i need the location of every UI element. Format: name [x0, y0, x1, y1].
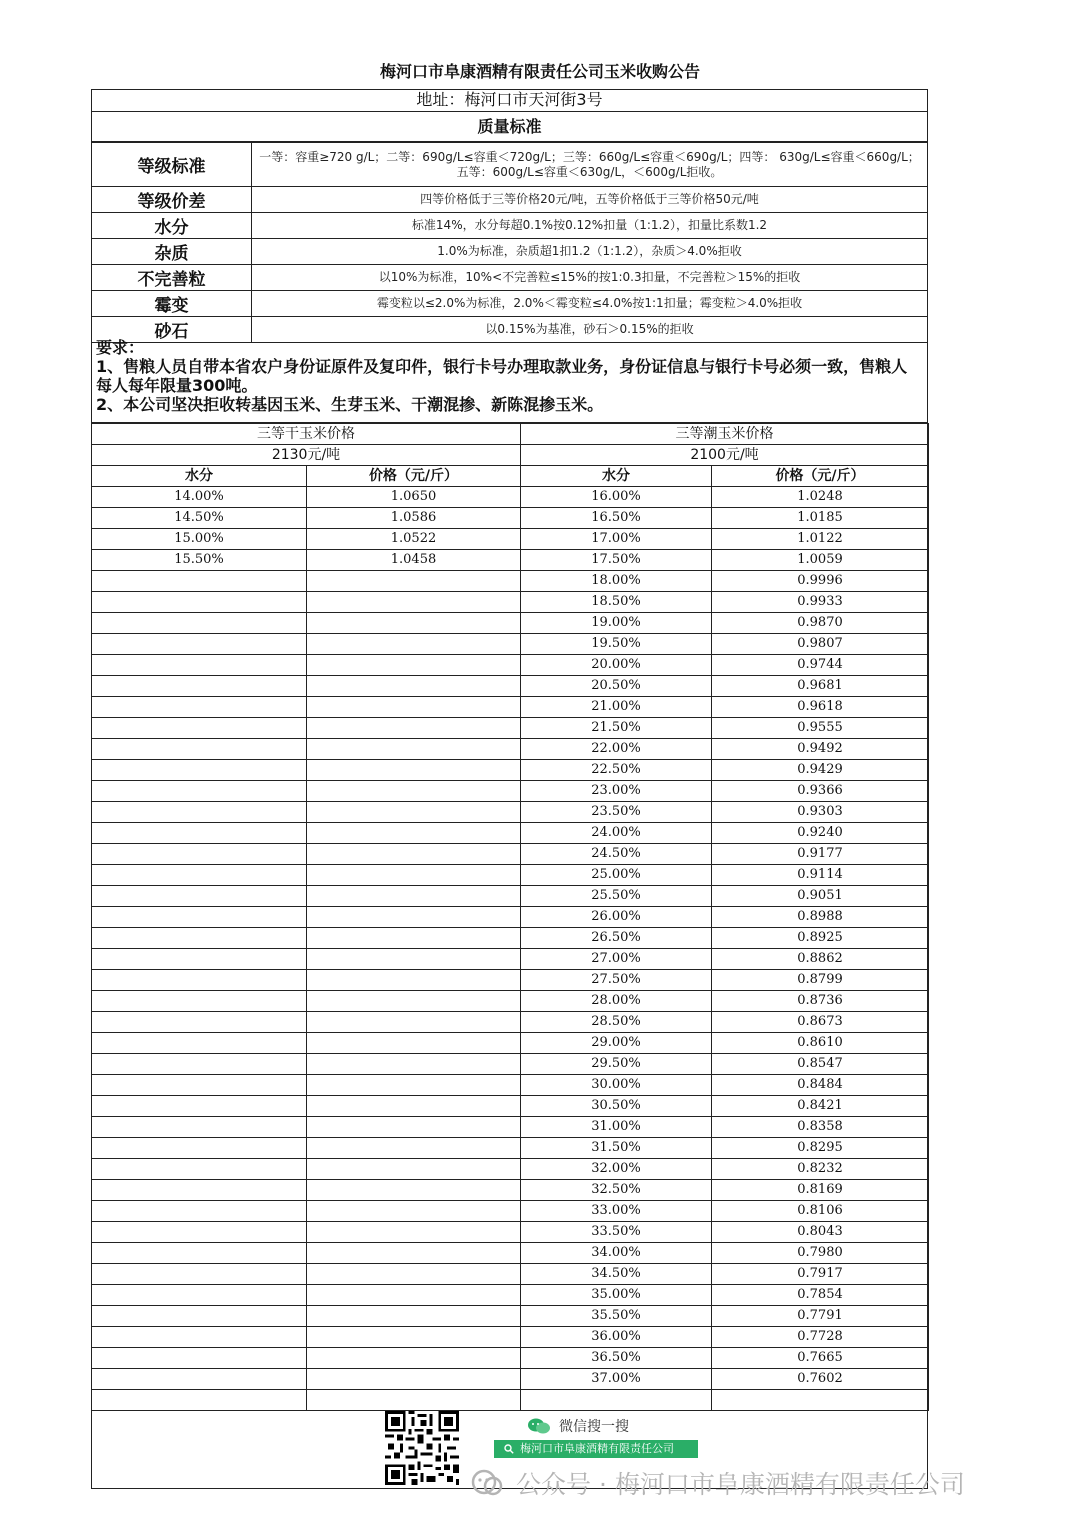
wet-price-cell: 0.9366	[712, 781, 929, 802]
wet-price-cell: 0.9240	[712, 823, 929, 844]
wet-moisture-cell: 27.50%	[521, 970, 712, 991]
price-title-row	[92, 424, 929, 445]
quality-value: 四等价格低于三等价格20元/吨，五等价格低于三等价格50元/吨	[252, 187, 928, 213]
dry-price-cell	[307, 1222, 521, 1243]
dry-price-cell	[307, 1243, 521, 1264]
dry-price-cell	[307, 844, 521, 865]
dry-moisture-cell	[92, 844, 307, 865]
wet-price-cell: 1.0185	[712, 508, 929, 529]
qr-code-icon	[385, 1411, 459, 1485]
quality-value: 标准14%，水分每超0.1%按0.12%扣量（1:1.2），扣量比系数1.2	[252, 213, 928, 239]
price-table-row	[92, 907, 929, 928]
price-table-row	[92, 844, 929, 865]
dry-price-cell	[307, 571, 521, 592]
wet-moisture-cell: 33.00%	[521, 1201, 712, 1222]
wechat-search-query: 梅河口市阜康酒精有限责任公司	[520, 1442, 674, 1455]
dry-price-cell: 1.0522	[307, 529, 521, 550]
quality-row	[92, 143, 928, 187]
requirements-heading: 要求：	[96, 338, 145, 357]
dry-price-cell	[307, 802, 521, 823]
dry-price-cell	[307, 1348, 521, 1369]
dry-price-cell	[307, 928, 521, 949]
notice-title: 梅河口市阜康酒精有限责任公司玉米收购公告	[379, 62, 700, 81]
dry-price-cell	[307, 991, 521, 1012]
dry-moisture-cell	[92, 718, 307, 739]
wet-corn-title: 三等潮玉米价格	[521, 424, 929, 445]
price-table-row	[92, 487, 929, 508]
price-table-row	[92, 571, 929, 592]
wet-price-cell: 0.8106	[712, 1201, 929, 1222]
wet-moisture-cell: 32.00%	[521, 1159, 712, 1180]
wet-price-cell	[712, 1390, 929, 1411]
dry-moisture-cell	[92, 1327, 307, 1348]
dry-moisture-cell	[92, 1054, 307, 1075]
wet-price-cell: 0.8232	[712, 1159, 929, 1180]
dry-moisture-cell	[92, 613, 307, 634]
wet-moisture-cell: 32.50%	[521, 1180, 712, 1201]
wet-moisture-cell: 25.00%	[521, 865, 712, 886]
wet-moisture-cell: 31.00%	[521, 1117, 712, 1138]
wet-moisture-cell: 28.00%	[521, 991, 712, 1012]
official-account-footer	[470, 1464, 965, 1502]
wet-price-cell: 0.8169	[712, 1180, 929, 1201]
dry-moisture-cell	[92, 1117, 307, 1138]
wet-moisture-cell: 36.50%	[521, 1348, 712, 1369]
quality-value: 一等：容重≥720 g/L；二等：690g/L≤容重＜720g/L；三等：660g/L≤容重＜690g/L；四等： 630g/L≤容重＜660g/L；五等：600g/L≤容重＜630g/L，＜600g/L拒收。	[252, 143, 928, 187]
wet-price-cell: 0.8295	[712, 1138, 929, 1159]
dry-price-cell	[307, 1117, 521, 1138]
price-table-row	[92, 760, 929, 781]
wet-moisture-cell: 16.00%	[521, 487, 712, 508]
dry-price-cell	[307, 865, 521, 886]
quality-value: 霉变粒以≤2.0%为标准，2.0%＜霉变粒≤4.0%按1:1扣量；霉变粒＞4.0%拒收	[252, 291, 928, 317]
search-icon	[504, 1444, 514, 1454]
dry-moisture-cell	[92, 823, 307, 844]
wechat-search-label	[527, 1415, 629, 1437]
wet-price-cell: 0.7728	[712, 1327, 929, 1348]
dry-price-cell	[307, 1390, 521, 1411]
dry-price-cell: 1.0650	[307, 487, 521, 508]
dry-moisture-cell	[92, 1369, 307, 1390]
price-table-row	[92, 802, 929, 823]
price-table-row	[92, 823, 929, 844]
wet-price-cell: 0.7602	[712, 1369, 929, 1390]
dry-moisture-cell	[92, 1390, 307, 1411]
price-table-row	[92, 865, 929, 886]
dry-corn-base-price: 2130元/吨	[92, 445, 521, 466]
price-table-row	[92, 1075, 929, 1096]
wet-price-cell: 0.9051	[712, 886, 929, 907]
dry-price-cell	[307, 781, 521, 802]
dry-price-cell	[307, 1138, 521, 1159]
dry-moisture-cell	[92, 1075, 307, 1096]
wet-price-cell: 0.8358	[712, 1117, 929, 1138]
dry-price-cell	[307, 739, 521, 760]
dry-moisture-cell	[92, 802, 307, 823]
requirement-item-2: 2、本公司坚决拒收转基因玉米、生芽玉米、干潮混掺、新陈混掺玉米。	[96, 395, 604, 414]
quality-standard-heading: 质量标准	[91, 112, 928, 142]
wet-price-cell: 0.7791	[712, 1306, 929, 1327]
dry-moisture-cell	[92, 1096, 307, 1117]
wet-price-cell: 0.9555	[712, 718, 929, 739]
price-table-row	[92, 508, 929, 529]
price-base-row	[92, 445, 929, 466]
dry-moisture-cell	[92, 781, 307, 802]
wet-moisture-cell: 25.50%	[521, 886, 712, 907]
dry-price-cell	[307, 1201, 521, 1222]
dry-moisture-header: 水分	[92, 466, 307, 487]
quality-value: 以10%为标准，10%<不完善粒≤15%的按1:0.3扣量，不完善粒＞15%的拒收	[252, 265, 928, 291]
dry-moisture-cell	[92, 1033, 307, 1054]
price-table-row	[92, 1159, 929, 1180]
dry-price-cell	[307, 1285, 521, 1306]
dry-moisture-cell	[92, 1180, 307, 1201]
dry-price-cell	[307, 1180, 521, 1201]
dry-moisture-cell	[92, 1348, 307, 1369]
price-table-row	[92, 592, 929, 613]
price-table-row	[92, 718, 929, 739]
wet-price-cell: 0.7980	[712, 1243, 929, 1264]
price-table-row	[92, 613, 929, 634]
dry-price-cell	[307, 655, 521, 676]
requirements-block	[91, 335, 928, 423]
wet-moisture-cell: 21.00%	[521, 697, 712, 718]
dry-moisture-cell	[92, 634, 307, 655]
wet-moisture-cell: 36.00%	[521, 1327, 712, 1348]
dry-moisture-cell	[92, 970, 307, 991]
price-table	[91, 423, 929, 1411]
dry-corn-title: 三等干玉米价格	[92, 424, 521, 445]
wet-moisture-cell: 24.00%	[521, 823, 712, 844]
price-table-row	[92, 781, 929, 802]
price-table-row	[92, 1348, 929, 1369]
wet-price-cell: 0.8925	[712, 928, 929, 949]
dry-price-cell	[307, 1159, 521, 1180]
wet-price-cell: 0.9429	[712, 760, 929, 781]
dry-moisture-cell	[92, 1285, 307, 1306]
wet-price-cell: 0.9933	[712, 592, 929, 613]
price-table-row	[92, 550, 929, 571]
wet-price-cell: 0.8736	[712, 991, 929, 1012]
wet-price-cell: 0.8421	[712, 1096, 929, 1117]
dry-price-cell	[307, 970, 521, 991]
dry-moisture-cell	[92, 907, 307, 928]
price-table-row	[92, 991, 929, 1012]
wet-price-cell: 0.9114	[712, 865, 929, 886]
wet-moisture-cell: 17.50%	[521, 550, 712, 571]
dry-price-cell	[307, 676, 521, 697]
quality-label: 等级标准	[92, 143, 252, 187]
wet-moisture-cell: 21.50%	[521, 718, 712, 739]
dry-price-cell	[307, 1264, 521, 1285]
price-table-row	[92, 655, 929, 676]
wet-moisture-cell: 34.00%	[521, 1243, 712, 1264]
dry-moisture-cell	[92, 1243, 307, 1264]
wet-moisture-cell: 24.50%	[521, 844, 712, 865]
price-table-row	[92, 1012, 929, 1033]
dry-price-cell	[307, 613, 521, 634]
wet-price-cell: 0.8610	[712, 1033, 929, 1054]
dry-price-cell	[307, 907, 521, 928]
dry-price-cell	[307, 1096, 521, 1117]
wechat-search-text: 微信搜一搜	[559, 1419, 629, 1435]
wet-price-cell: 0.8043	[712, 1222, 929, 1243]
price-table-row	[92, 529, 929, 550]
price-table-row	[92, 1201, 929, 1222]
wet-price-cell: 0.8484	[712, 1075, 929, 1096]
price-table-row	[92, 1285, 929, 1306]
wet-moisture-cell: 17.00%	[521, 529, 712, 550]
wet-price-header: 价格（元/斤）	[712, 466, 929, 487]
dry-moisture-cell	[92, 1012, 307, 1033]
dry-moisture-cell: 15.00%	[92, 529, 307, 550]
price-table-row	[92, 739, 929, 760]
wet-corn-base-price: 2100元/吨	[521, 445, 929, 466]
wet-moisture-cell: 29.00%	[521, 1033, 712, 1054]
wet-price-cell: 0.9807	[712, 634, 929, 655]
wet-price-cell: 1.0059	[712, 550, 929, 571]
price-table-row	[92, 1054, 929, 1075]
price-header-row	[92, 466, 929, 487]
wet-price-cell: 0.8547	[712, 1054, 929, 1075]
price-table-row	[92, 886, 929, 907]
wet-price-cell: 0.7917	[712, 1264, 929, 1285]
dry-price-header: 价格（元/斤）	[307, 466, 521, 487]
address-line: 地址：梅河口市天河街3号	[91, 89, 928, 112]
quality-row	[92, 239, 928, 265]
quality-row	[92, 265, 928, 291]
quality-value: 以0.15%为基准，砂石＞0.15%的拒收	[252, 317, 928, 343]
dry-moisture-cell	[92, 1159, 307, 1180]
wet-moisture-header: 水分	[521, 466, 712, 487]
quality-label: 杂质	[92, 239, 252, 265]
wechat-icon	[527, 1417, 551, 1435]
wet-moisture-cell: 31.50%	[521, 1138, 712, 1159]
wet-price-cell: 0.9681	[712, 676, 929, 697]
price-table-row	[92, 1180, 929, 1201]
price-table-row	[92, 1327, 929, 1348]
dry-price-cell	[307, 634, 521, 655]
price-table-row	[92, 1222, 929, 1243]
wet-moisture-cell: 23.00%	[521, 781, 712, 802]
wet-moisture-cell: 29.50%	[521, 1054, 712, 1075]
wet-moisture-cell	[521, 1390, 712, 1411]
dry-price-cell	[307, 823, 521, 844]
price-table-row	[92, 928, 929, 949]
wet-moisture-cell: 26.00%	[521, 907, 712, 928]
wet-moisture-cell: 37.00%	[521, 1369, 712, 1390]
price-table-row	[92, 1264, 929, 1285]
dry-price-cell	[307, 1075, 521, 1096]
quality-label: 等级价差	[92, 187, 252, 213]
wet-price-cell: 0.9870	[712, 613, 929, 634]
wet-price-cell: 0.8673	[712, 1012, 929, 1033]
wet-moisture-cell: 23.50%	[521, 802, 712, 823]
dry-moisture-cell	[92, 1138, 307, 1159]
dry-moisture-cell: 14.50%	[92, 508, 307, 529]
wet-moisture-cell: 34.50%	[521, 1264, 712, 1285]
dry-price-cell	[307, 1033, 521, 1054]
price-table-row	[92, 1033, 929, 1054]
price-table-row	[92, 676, 929, 697]
dry-price-cell	[307, 1306, 521, 1327]
dry-moisture-cell	[92, 760, 307, 781]
dry-moisture-cell	[92, 1264, 307, 1285]
wet-moisture-cell: 27.00%	[521, 949, 712, 970]
wet-moisture-cell: 26.50%	[521, 928, 712, 949]
price-table-row	[92, 1243, 929, 1264]
price-table-row	[92, 1390, 929, 1411]
dry-moisture-cell	[92, 928, 307, 949]
dry-price-cell: 1.0586	[307, 508, 521, 529]
wet-price-cell: 0.9303	[712, 802, 929, 823]
dry-moisture-cell	[92, 655, 307, 676]
wet-price-cell: 0.9492	[712, 739, 929, 760]
dry-moisture-cell: 15.50%	[92, 550, 307, 571]
wet-price-cell: 1.0122	[712, 529, 929, 550]
price-table-row	[92, 1117, 929, 1138]
dry-price-cell	[307, 1327, 521, 1348]
dry-price-cell	[307, 886, 521, 907]
dry-moisture-cell	[92, 865, 307, 886]
wet-moisture-cell: 22.50%	[521, 760, 712, 781]
requirement-item-1: 1、售粮人员自带本省农户身份证原件及复印件，银行卡号办理取款业务，身份证信息与银行卡号必须一致，售粮人每人每年限量300吨。	[96, 357, 908, 395]
wet-moisture-cell: 30.00%	[521, 1075, 712, 1096]
dry-moisture-cell	[92, 676, 307, 697]
wechat-official-account-icon	[470, 1468, 506, 1498]
wet-moisture-cell: 20.00%	[521, 655, 712, 676]
dry-moisture-cell	[92, 697, 307, 718]
price-table-row	[92, 949, 929, 970]
dry-moisture-cell	[92, 1222, 307, 1243]
wet-moisture-cell: 20.50%	[521, 676, 712, 697]
wet-moisture-cell: 35.00%	[521, 1285, 712, 1306]
wet-price-cell: 1.0248	[712, 487, 929, 508]
price-table-row	[92, 1306, 929, 1327]
wet-moisture-cell: 30.50%	[521, 1096, 712, 1117]
quality-label: 水分	[92, 213, 252, 239]
dry-moisture-cell	[92, 592, 307, 613]
price-table-row	[92, 1096, 929, 1117]
price-table-row	[92, 1369, 929, 1390]
price-table-row	[92, 634, 929, 655]
dry-moisture-cell	[92, 886, 307, 907]
quality-value: 1.0%为标准，杂质超1扣1.2（1:1.2），杂质＞4.0%拒收	[252, 239, 928, 265]
quality-label: 砂石	[92, 317, 252, 343]
dry-price-cell	[307, 760, 521, 781]
quality-row	[92, 187, 928, 213]
quality-row	[92, 213, 928, 239]
price-table-row	[92, 1138, 929, 1159]
wet-price-cell: 0.9744	[712, 655, 929, 676]
dry-moisture-cell	[92, 991, 307, 1012]
wet-moisture-cell: 19.00%	[521, 613, 712, 634]
dry-moisture-cell: 14.00%	[92, 487, 307, 508]
price-table-row	[92, 970, 929, 991]
dry-price-cell	[307, 1369, 521, 1390]
wet-price-cell: 0.8988	[712, 907, 929, 928]
wet-moisture-cell: 28.50%	[521, 1012, 712, 1033]
dry-moisture-cell	[92, 949, 307, 970]
wet-price-cell: 0.7665	[712, 1348, 929, 1369]
dry-price-cell	[307, 1054, 521, 1075]
wet-price-cell: 0.8862	[712, 949, 929, 970]
wet-price-cell: 0.8799	[712, 970, 929, 991]
dry-price-cell	[307, 697, 521, 718]
wet-price-cell: 0.7854	[712, 1285, 929, 1306]
wet-moisture-cell: 18.00%	[521, 571, 712, 592]
quality-row	[92, 291, 928, 317]
wet-moisture-cell: 22.00%	[521, 739, 712, 760]
quality-label: 霉变	[92, 291, 252, 317]
dry-price-cell: 1.0458	[307, 550, 521, 571]
dry-moisture-cell	[92, 1306, 307, 1327]
wet-moisture-cell: 16.50%	[521, 508, 712, 529]
dry-price-cell	[307, 1012, 521, 1033]
wet-moisture-cell: 35.50%	[521, 1306, 712, 1327]
wet-moisture-cell: 18.50%	[521, 592, 712, 613]
price-table-row	[92, 697, 929, 718]
dry-moisture-cell	[92, 739, 307, 760]
dry-price-cell	[307, 592, 521, 613]
quality-label: 不完善粒	[92, 265, 252, 291]
wet-price-cell: 0.9618	[712, 697, 929, 718]
quality-standard-table	[91, 142, 928, 343]
dry-price-cell	[307, 718, 521, 739]
dry-moisture-cell	[92, 571, 307, 592]
wechat-search-bar[interactable]	[494, 1440, 698, 1458]
wet-moisture-cell: 19.50%	[521, 634, 712, 655]
wet-price-cell: 0.9996	[712, 571, 929, 592]
wet-moisture-cell: 33.50%	[521, 1222, 712, 1243]
dry-price-cell	[307, 949, 521, 970]
footer-text: 公众号 · 梅河口市阜康酒精有限责任公司	[516, 1470, 965, 1499]
dry-moisture-cell	[92, 1201, 307, 1222]
wet-price-cell: 0.9177	[712, 844, 929, 865]
